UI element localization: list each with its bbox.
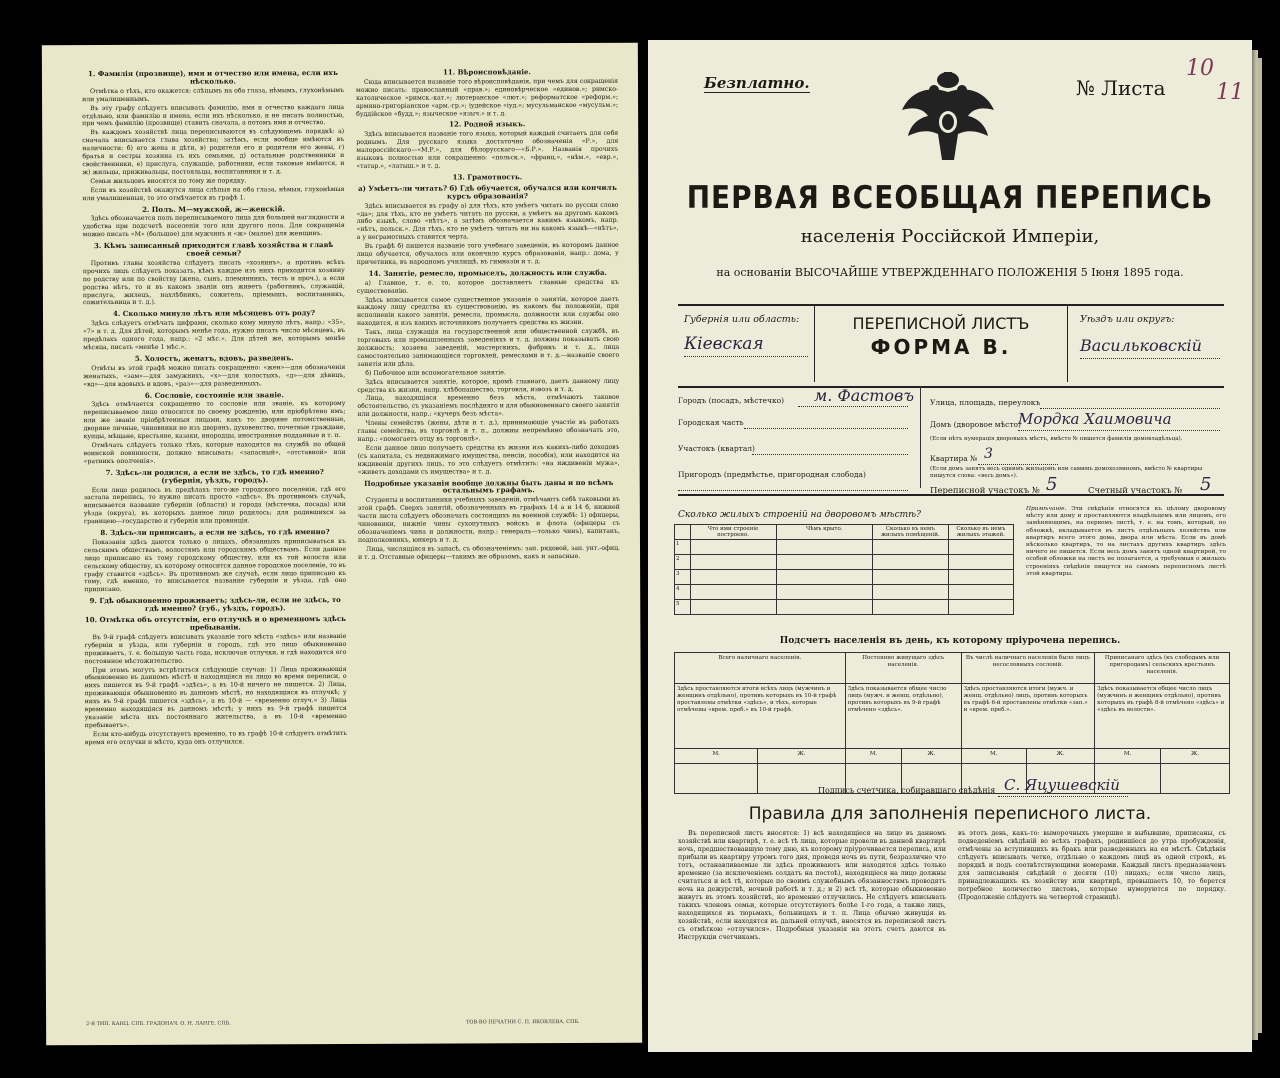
uezd-label: Уѣздъ или округъ: xyxy=(1080,314,1175,325)
population-col-head: Въ числѣ наличнаго населенія было лицъ несословныхъ сословій. xyxy=(961,653,1095,684)
schetny-label: Счетный участокъ № xyxy=(1088,486,1183,496)
instruction-paragraph: Если кто-нибудь отсутствуетъ временно, то въ графѣ 10-й слѣдуетъ отмѣтить время его отлучки и мѣсто, куда онъ отлучился. xyxy=(84,729,347,746)
kvartira-note: (Если домъ занятъ весь однимъ жильцомъ или самимъ домохозяиномъ, вмѣсто № квартиры пишутся слова: «весь домъ»). xyxy=(930,466,1203,479)
population-col-head: Постоянно живущаго здѣсь населенія. xyxy=(845,653,961,684)
instruction-paragraph: Въ каждомъ хозяйствѣ лица переписываются въ слѣдующемъ порядкѣ: а) сначала вписывается глава хозяйства; затѣмъ, если вообще имѣются въ наличности: б) его жена и дѣти, в) родители его и родители его жены, г) братья и сестры хозяина съ ихъ семьями, д) остальные родственники и свойственники, е) прислуга, служащіе, работники, если таковые имѣются, и ж) жильцы, приживальцы, постояльцы, воспитанники и т. д. xyxy=(82,128,345,177)
note-text: Эти свѣдѣнія относятся къ цѣлому дворовому мѣсту или дому и проставляются владѣльцемъ или лицомъ, его замѣняющимъ, на первомъ листѣ, т. е. на томъ, который, по обложкѣ, вкладывается въ листъ отдѣльныхъ хозяйствъ или квартиръ всего этого дома, двора или мѣста. Если въ домѣ нѣсколько квартиръ, то на листахъ другихъ квартиръ здѣсь ничего не пишется. Если весь домъ занятъ одной квартирой, то особой обложки на листъ не полагается, а требуемыя о жилыхъ строеніяхъ свѣдѣнія пишутся на самомъ переписномъ листѣ этой квартиры. xyxy=(1026,506,1226,577)
instruction-paragraph: Если данное лицо получаетъ средства къ жизни изъ какихъ-либо доходовъ (съ капитала, съ недвижимаго имущества, пенсіи, пособія), или находится на иждивеніи другихъ лицъ, то это слѣдуетъ отмѣтить: «на иждивеніи мужа», «живетъ доходами съ имущества» и т. д. xyxy=(357,443,620,476)
female-header: Ж. xyxy=(1161,749,1230,764)
structures-row-number: 4 xyxy=(675,585,691,600)
kvartira-value: 3 xyxy=(984,446,993,462)
instruction-heading: 1. Фамилія (прозвище), имя и отчество или имена, если ихъ нѣсколько. xyxy=(88,68,338,86)
schetny-value: 5 xyxy=(1200,474,1212,495)
instruction-heading: 7. Здѣсь-ли родился, а если не здѣсь, то гдѣ именно? (губернія, уѣздъ, городъ). xyxy=(105,466,324,485)
structures-question: Сколько жилыхъ строеній на дворовомъ мѣстѣ? xyxy=(678,510,921,520)
population-col-text: Здѣсь показывается общее число лицъ (мужч. и женщ. отдѣльно), противъ которыхъ въ 9-й графѣ отмѣчено «здѣсь». xyxy=(845,684,961,749)
form-title: ПЕРЕПИСНОЙ ЛИСТЪ xyxy=(852,314,1030,333)
uchastok-line xyxy=(752,454,908,455)
sheet-number-label: № Листа xyxy=(1076,76,1166,100)
double-headed-eagle-icon xyxy=(898,70,998,170)
census-basis: на основаніи ВЫСОЧАЙШЕ УТВЕРЖДЕННАГО ПОЛОЖЕНІЯ 5 Іюня 1895 года. xyxy=(716,266,1184,279)
printer-imprint-right: ТОВ-ВО ПЕЧАТНИ С. П. ЯКОВЛЕВА, СПБ. xyxy=(466,1018,580,1026)
instruction-paragraph: Если лицо родилось въ предѣлахъ того-же городского поселенія, гдѣ его застала перепись, то нужно писать просто «здѣсь». Въ противномъ случаѣ, вписывается название губерніи (области) и города (мѣстечка, посада) или уѣзда (округа), въ которыхъ данное лицо родилось; для родившихся за границею—государство и губернія или провинція. xyxy=(83,485,346,526)
male-header: М. xyxy=(845,749,902,764)
instruction-paragraph: Здѣсь отмѣчается сокращенно то сословіе или званіе, къ которому переписываемое лицо относится по своему рожденію, или пріобрѣтено имъ; или же званіе пріобрѣтенныя лицами, какъ то: дворяне потомственные, дворяне личные, чиновники не изъ дворянъ, духовенство, почетные граждане, купцы, мѣщане, крестьяне, казаки, инородцы, иностранные подданные и т. п. xyxy=(83,400,346,441)
kvartira-line xyxy=(978,464,1058,465)
instructions-column-1 xyxy=(82,66,348,1017)
printer-imprint-left: 2-Я ТИП. КАНЦ. СПБ. ГРАДОНАЧ. О. Н. ЛАНГЕ, СПБ. xyxy=(86,1020,231,1028)
structures-note xyxy=(1026,506,1226,626)
census-title: ПЕРВАЯ ВСЕОБЩАЯ ПЕРЕПИСЬ xyxy=(686,180,1214,216)
instruction-heading: 9. Гдѣ обыкновенно проживаетъ; здѣсь-ли, если не здѣсь, то гдѣ именно? (губ., уѣздъ, городъ). xyxy=(89,595,341,614)
ulitsa-label: Улица, площадь, переулокъ xyxy=(930,398,1041,407)
rules-column-1: Въ переписной листъ вносятся: 1) всѣ находящіеся на лицо въ данномъ хозяйствѣ или квартирѣ, т. е. всѣ тѣ лица, которые провели въ данной квартирѣ ночь, предшествовавшую тому дню, къ которому пріурочивается перепись, или прибыли въ квартиру утромъ того дня, проведя ночь въ пути, безразлично что тотъ, останавливаемые ли здѣсь проживаютъ или находятся здѣсь только временно (за исключеніемъ солдатъ на постоѣ), находящіеся на лицо должны считаться и всѣ тѣ, которые по своимъ служебнымъ обязанностямъ проводятъ ночь на дежурствѣ, ночной работѣ и т. д.; и 2) всѣ тѣ, которые обыкновенно живутъ въ этомъ хозяйствѣ, но временно отлучились. Не слѣдуетъ вписывать такихъ членовъ семьи, которые отсутствуютъ болѣе 1-го года, а также лицъ, находящихся въ тюрьмахъ, больницахъ и т. п. Лица обычно живущія въ хозяйствѣ, если находятся въ дальней отлучкѣ, вносятся въ переписной листъ съ отмѣткою «отлучился». Подробныя указанія на этотъ счетъ даются въ Инструкціи счетчикамъ. xyxy=(678,830,946,941)
population-heading: Подсчетъ населенія въ день, къ которому пріурочена перепись. xyxy=(779,636,1121,646)
structures-row-number: 3 xyxy=(675,570,691,585)
rules-title: Правила для заполненія переписного листа. xyxy=(748,804,1152,824)
instruction-paragraph: Противъ главы хозяйства слѣдуетъ писать «хозяинъ», а противъ всѣхъ прочихъ лицъ слѣдуетъ показать, кѣмъ каждое изъ нихъ приходится хозяину по родству или по свойству (жена, сынъ, племянникъ, тесть и проч.), а если родства нѣтъ, то и въ какомъ званіи онъ живетъ (работникъ, служащій, прислуга, жилецъ, нахлѣбникъ, сожитель, пріемышъ, воспитанникъ, сожительница и т. д.). xyxy=(82,258,345,307)
population-col-text: Здѣсь показывается общее число лицъ (мужчинъ и женщинъ отдѣльно), противъ которыхъ въ графѣ 8-й отмѣчено «здѣсь» и «здѣсь въ волости». xyxy=(1095,684,1230,749)
gorod-value: м. Фастовъ xyxy=(814,386,914,405)
structures-table xyxy=(674,524,1014,615)
count-cell xyxy=(1161,764,1230,794)
instruction-paragraph: При этомъ могутъ встрѣтиться слѣдующіе случаи: 1) Лица проживающія обыкновенно въ данномъ мѣстѣ и находящіяся на лицо во время переписи, о нихъ пишется въ 9-й графѣ «здѣсь», а въ 10-й ничего не пишется. 2) Лица, проживающія обыкновенно въ данномъ мѣстѣ, но находящіяся въ отлучкѣ; у нихъ въ 9-й графѣ пишется «здѣсь», а въ 10-й — «временно отлуч.» 3) Лица временно находящіяся въ данномъ мѣстѣ; у нихъ въ 9-й графѣ пишется указаніе мѣста ихъ постояннаго жительства, а въ 10-й «временно пребываетъ». xyxy=(84,665,347,729)
instruction-paragraph: Здѣсь вписывается самое существенное указаніе о занятіи, которое даетъ каждому лицу средства къ существованію, въ какомъ бы положеніи, при исполненіи какого занятія, ремесла, промысла, должности или службы оно находится, и изъ какихъ источниковъ получаетъ средства къ жизни. xyxy=(356,295,620,328)
uezd-line xyxy=(1080,358,1220,359)
address-divider xyxy=(920,386,922,488)
instruction-paragraph: а) Главное, т. е. то, которое доставляетъ главные средства къ существованію. xyxy=(356,278,619,295)
rules-column-2: въ этотъ день, какъ-то: выморочныхъ умершие и выбывшие, приписаны, съ подведеніемъ свѣдѣній во всѣхъ графахъ, родившіеся до утра пробужденія, отмѣчены за вступившихъ въ бракъ или разведенныхъ на ея мѣстѣ. Свѣдѣнія слѣдуетъ вписывать четко, отдѣльно о каждомъ лицѣ въ одной строкѣ, въ порядкѣ и подъ соотвѣтствующими номерами. Каждый листъ предназначенъ для записыванія свѣдѣній о десяти (10) лицахъ; если число лицъ, принадлежащихъ къ хозяйству или квартирѣ, превышаетъ 10, то берется потребное количество листовъ, которые нумеруются по порядку. (Продолженіе слѣдуетъ на четвертой страницѣ). xyxy=(958,830,1226,901)
instruction-heading: 3. Кѣмъ записанный приходится главѣ хозяйства и главѣ своей семьи? xyxy=(94,240,334,258)
guberniya-label: Губернія или область: xyxy=(684,314,800,325)
gorod-label: Городъ (посадъ, мѣстечко) xyxy=(678,396,785,405)
sheet-number-value-2: 11 xyxy=(1216,80,1244,105)
instructions-page xyxy=(42,43,642,1046)
structures-header: Сколько въ немъ жилыхъ этажей. xyxy=(948,525,1013,540)
instruction-paragraph: Лица, числящіяся въ запасѣ, съ обозначеніемъ: зап. рядовой, зап. унт.-офиц. и т. д. Отставные офицеры—такимъ же образомъ, какъ и запасные. xyxy=(358,544,621,561)
instruction-paragraph: Показанія здѣсь даются только о лицахъ, обязанныхъ приписываться къ сельскимъ обществамъ, волостямъ или городскимъ обществамъ. Если данное лицо приписано къ тому городскому обществу, или къ той волости или сельскому обществу, къ которому относится данное городское поселеніе, то въ графу ставится «здѣсь». Въ противномъ же случаѣ, если лицо приписано къ тому, гдѣ именно, то вписывается название губерніи и уѣзда, гдѣ оно приписано. xyxy=(84,537,347,594)
instruction-paragraph: Такъ, лица служащія на государственной или общественной службѣ, въ торговыхъ или промышленныхъ заведеніяхъ и т. д. должны показывать свою должность; хозяева заведеній, мастерскихъ, фабрикъ и т. д., лица самостоятельно занимающіяся торговлей, ремеслами и т. д.—названіе своего занятія или дѣла. xyxy=(357,327,620,368)
instruction-paragraph: Студенты и воспитанники учебныхъ заведеній, отмѣчаютъ себѣ таковыми въ этой графѣ. Сверхъ занятій, обозначенныхъ въ графахъ 14 а и 14 б, нижней части листа слѣдуетъ обозначать состоящихъ на военной службѣ: 1) офицеры, чиновники, нижніе чины сухопутныхъ войскъ и флота (офицеры съ обозначеніемъ чина и должности, напр.: генералъ—только чинъ), капитанъ, подполковникъ, юнкеръ и т. д. xyxy=(357,496,620,544)
uchastok-label: Участокъ (квартал) xyxy=(678,444,755,453)
dom-line xyxy=(1018,430,1220,431)
uezd-value: Васильковскій xyxy=(1080,336,1202,355)
instruction-paragraph: б) Побочное или вспомогательное занятіе. xyxy=(365,369,506,377)
instruction-heading: 5. Холостъ, женатъ, вдовъ, разведенъ. xyxy=(134,353,294,363)
perepisnoy-value: 5 xyxy=(1046,474,1058,495)
structures-row-number: 2 xyxy=(675,555,691,570)
instruction-heading: 12. Родной языкъ. xyxy=(449,119,526,129)
instruction-paragraph: Семьи жильцовъ вносятся по тому же порядку. xyxy=(90,177,247,185)
instruction-paragraph: Лица, находящіяся временно безъ мѣста, отмѣчаютъ таковое обстоятельство, съ указаніемъ послѣдняго и для обыкновеннаго своего занятія или должности, напр.: «кучеръ безъ мѣста». xyxy=(357,394,620,419)
census-subtitle: населенія Россійской Имперіи, xyxy=(800,226,1100,247)
female-header: Ж. xyxy=(902,749,961,764)
instruction-paragraph: Если въ хозяйствѣ окажутся лица слѣпыя на оба глаза, нѣмыя, глухонѣмыя или умалишенныя, то это отмѣчается въ графѣ 1. xyxy=(82,185,345,202)
chast-line xyxy=(744,428,908,429)
structures-row-number: 5 xyxy=(675,600,691,615)
guberniya-line xyxy=(684,356,808,357)
dom-note: (Если нѣтъ нумерація дворовыхъ мѣстъ, вмѣсто № пишется фамилія домовладѣльца). xyxy=(930,436,1183,442)
instruction-paragraph: Сюда вписывается названіе того вѣроисповѣданія, при чемъ для сокращенія можно писать: православный «прав.»; единовѣрческое «единов.»; римско-католическое «римск.-кат.»; лютеранское «лют.»; реформатское «реформ.»; армяно-григоріанское «арм.-гр.»; іудейское «іуд.»; мусульманское «мусульм.»; буддійское «будд.»; языческое «языч.» и т. д. xyxy=(356,77,619,118)
instruction-heading: 8. Здѣсь-ли приписанъ, а если не здѣсь, то гдѣ именно? xyxy=(100,527,330,538)
instruction-paragraph: Здѣсь вписывается занятіе, которое, кромѣ главнаго, даетъ данному лицу средства къ жизни, напр. хлѣбопашество, торговля, извозъ и т. д. xyxy=(357,377,620,394)
instruction-paragraph: Въ эту графу слѣдуетъ вписывать фамилію, имя и отчество каждаго лица отдѣльно, или фамилію и имена, если ихъ нѣсколько, и не писать полностью, при чемъ фамилію (прозвище) ставить сначала, а потомъ имя и отчество. xyxy=(82,103,345,128)
sheet-edge xyxy=(1258,58,1262,1033)
instruction-heading: 13. Грамотность. xyxy=(452,172,523,182)
instruction-heading: 2. Полъ. М—мужской, ж—женскій. xyxy=(142,203,286,214)
male-header: М. xyxy=(1095,749,1161,764)
instruction-paragraph: Въ 9-й графѣ слѣдуетъ вписывать указаніе того мѣста «здѣсь» или названіе губерніи и уѣзда, или губерніи и городъ, гдѣ это лицо обыкновенно проживаетъ, т. е. большую часть года, исключая отлучки, и гдѣ находится его постоянное мѣстожительство. xyxy=(84,632,347,665)
male-header: М. xyxy=(675,749,758,764)
instruction-paragraph: Здѣсь слѣдуетъ отмѣчать цифрами, сколько кому минуло лѣтъ, напр.: «35», «7» и т. д. Для дѣтей, которымъ менѣе года, нужно писать число мѣсяцевъ, въ предѣлахъ одного года, напр.: «2 мѣс.». Для дѣтей же, которымъ менѣе мѣсяца, писать «менѣе 1 мѣс.». xyxy=(83,319,346,352)
population-col-text: Здѣсь проставляются итоги всѣхъ лицъ (мужчинъ и женщинъ отдѣльно), противъ которыхъ въ 10-й графѣ проставлены отмѣтки «здѣсь», и тѣхъ, которые отмѣчены «врем. преб.» въ 10-й графѣ. xyxy=(675,684,846,749)
kvartira-label: Квартира № xyxy=(930,454,978,463)
sheet-number-value: 10 xyxy=(1186,56,1214,81)
structures-header: Чѣмъ крыто. xyxy=(776,525,872,540)
free-label: Безплатно. xyxy=(704,74,810,92)
instruction-heading: Подробные указанія вообще должны быть даны и по всѣмъ остальнымъ графамъ. xyxy=(364,477,614,495)
perepisnoy-label: Переписной участокъ № xyxy=(930,486,1040,496)
count-cell xyxy=(675,764,758,794)
prigorod-label: Пригородъ (предмѣстье, пригородная слобода) xyxy=(678,470,866,479)
instruction-paragraph: Отмѣчать слѣдуетъ только тѣхъ, которые находятся на службѣ по общей воинской повинности, должно вписывать: «запасный», «отставной» или «ратникъ ополченія». xyxy=(83,440,346,465)
instruction-heading: 4. Сколько минуло лѣтъ или мѣсяцевъ отъ роду? xyxy=(113,308,315,319)
note-title: Примѣчаніе. xyxy=(1026,506,1067,512)
instruction-heading: 10. Отмѣтка объ отсутствіи, его отлучкѣ и о временномъ здѣсь пребываніи. xyxy=(84,614,346,632)
instruction-paragraph: Здѣсь вписывается въ графу а) для тѣхъ, кто умѣетъ читать по русски слово «да»; для тѣхъ, кто не умѣетъ читать по русски, а умѣетъ на другомъ какомъ либо языкѣ, слово «нѣтъ», а затѣмъ обозначается какимъ языкомъ, напр. «нѣтъ, польск.». Для тѣхъ, кто не умѣетъ читать ни на какомъ языкѣ—«нѣтъ», а у неграмотныхъ ставится черта. xyxy=(356,201,619,242)
structures-row-number: 1 xyxy=(675,540,691,555)
dom-label: Домъ (дворовое мѣсто) xyxy=(930,420,1021,429)
structures-header: Что ими строеніе построено. xyxy=(690,525,776,540)
gorod-line xyxy=(798,406,908,407)
census-form-page xyxy=(648,40,1252,1052)
population-col-head: Всего наличнаго населенія. xyxy=(675,653,846,684)
instruction-heading: 14. Занятіе, ремесло, промыселъ, должность или служба. xyxy=(368,267,607,278)
instruction-paragraph: Отвѣты въ этой графѣ можно писать сокращенно: «жен»—для обозначенія женатыхъ, «зам»—для замужнихъ, «х»—для холостыхъ, «д»—для дѣвицъ, «вд»—для вдовыхъ и вдовъ, «раз»—для разведенныхъ. xyxy=(83,363,346,388)
section-divider xyxy=(678,494,1224,496)
instruction-paragraph: Члены семействъ (жены, дѣти и т. д.), принимающіе участіе въ работахъ главы семейства, въ торговлѣ и т. п., должны непремѣнно обозначать это, напр.: «помогаетъ отцу въ торговлѣ». xyxy=(357,418,620,443)
instruction-paragraph: Здѣсь обозначается полъ переписываемого лица для большей наглядности и удобства при подсчетѣ населенія того или другого пола. Для сокращенія можно писать «М» (большое) для мужчинъ и «ж» (малое) для женщинъ. xyxy=(82,214,345,239)
instruction-heading: а) Умѣетъ-ли читать? б) Гдѣ обучается, обучался или кончилъ курсъ образованія? xyxy=(358,182,617,201)
female-header: Ж. xyxy=(1026,749,1094,764)
instruction-paragraph: Въ графѣ б) пишется названіе того учебнаго заведенія, въ которомъ данное лицо обучается, обучалось или окончило курсъ образованія, напр.: дома, у причетника, въ народномъ училищѣ, въ гимназіи и т. д. xyxy=(356,241,619,266)
form-letter: ФОРМА В. xyxy=(870,335,1012,359)
dom-value: Мордка Хаимовича xyxy=(1018,410,1172,428)
instruction-paragraph: Отмѣтка о тѣхъ, кто окажется: слѣпымъ на оба глаза, нѣмымъ, глухонѣмымъ или умалишеннымъ. xyxy=(82,86,345,103)
instruction-paragraph: Здѣсь вписывается названіе того языка, который каждый считаетъ для себя роднымъ. Для русскаго языка достаточно обозначенія «Р.», для малороссійскаго—«М.Р.», для бѣлорусскаго—«Б.Р.». Названія прочихъ языковъ полностью или сокращенно: «польск.», «франц.», «нѣм.», «евр.», «татар.», «латыш.» и т. д. xyxy=(356,130,619,170)
signature-value: С. Яцушевскій xyxy=(1004,776,1120,794)
male-header: М. xyxy=(961,749,1026,764)
instruction-heading: 11. Вѣроисповѣданіе. xyxy=(442,67,531,77)
ulitsa-line xyxy=(1040,408,1220,409)
prigorod-line xyxy=(678,490,908,491)
population-col-text: Здѣсь проставляются итоги (мужч. и женщ. отдѣльно) лицъ, противъ которыхъ въ графѣ 6-й проставлены отмѣтки «зап.» и «врем. преб.». xyxy=(961,684,1095,749)
instructions-column-2 xyxy=(356,65,622,1016)
structures-header: Сколько въ немъ жилыхъ помѣщеній. xyxy=(872,525,948,540)
chast-label: Городская часть xyxy=(678,418,744,427)
instruction-heading: 6. Сословіе, состояніе или званіе. xyxy=(144,389,284,400)
population-table xyxy=(674,652,1230,794)
signature-line xyxy=(998,796,1128,797)
guberniya-value: Кіевская xyxy=(684,334,764,354)
population-col-head: Приписанаго здѣсь (къ слободамъ или пригородамъ) сельскихъ крестьянъ населенія. xyxy=(1095,653,1230,684)
form-title-box xyxy=(814,306,1068,382)
signature-label: Подпись счетчика, собиравшаго свѣдѣнія xyxy=(818,786,996,795)
female-header: Ж. xyxy=(758,749,845,764)
